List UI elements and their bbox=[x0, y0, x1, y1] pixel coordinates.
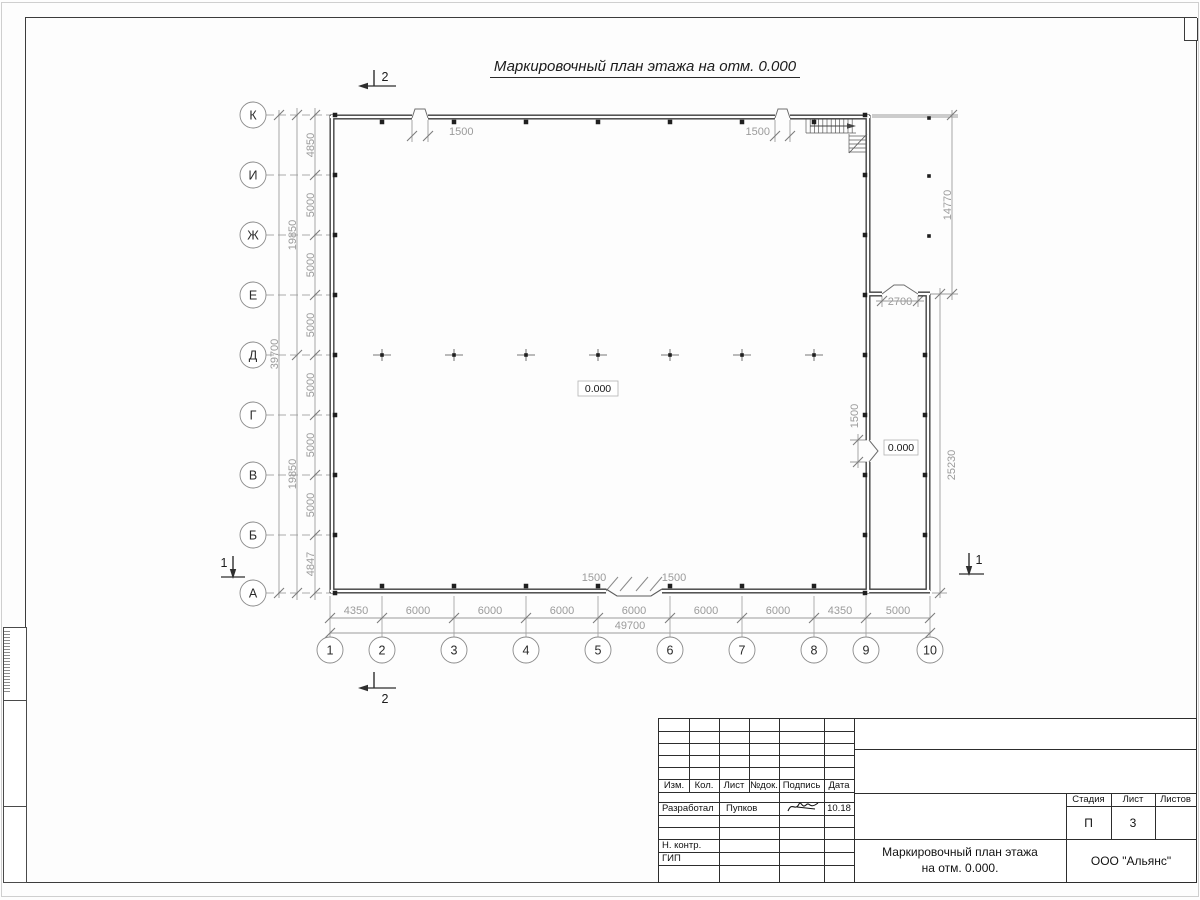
column bbox=[923, 353, 928, 358]
dimension-label: 6000 bbox=[765, 605, 791, 617]
column bbox=[524, 120, 529, 125]
column bbox=[333, 113, 338, 118]
titleblock-stage-value: П bbox=[1084, 815, 1093, 830]
titleblock-col-data: Дата bbox=[828, 780, 850, 791]
column bbox=[524, 584, 529, 589]
column bbox=[863, 413, 868, 418]
column bbox=[333, 473, 338, 478]
column bbox=[863, 113, 868, 118]
dimension-label: 25230 bbox=[946, 449, 958, 481]
column bbox=[863, 173, 868, 178]
column bbox=[740, 353, 744, 357]
dimension-label: 1500 bbox=[581, 572, 607, 584]
section-arrow bbox=[358, 83, 368, 89]
signature bbox=[785, 798, 821, 816]
axis-number: 4 bbox=[522, 643, 530, 658]
dimension-label: 1500 bbox=[449, 126, 474, 138]
title-block bbox=[658, 718, 1197, 883]
column bbox=[596, 120, 601, 125]
axis-letter: Ж bbox=[247, 228, 259, 243]
titleblock-col-kol: Кол. bbox=[694, 780, 714, 791]
dimension-label: 4350 bbox=[343, 605, 369, 617]
dimension-label: 6000 bbox=[405, 605, 431, 617]
axis-number: 5 bbox=[594, 643, 602, 658]
drawing-title: Маркировочный план этажа на отм. 0.000 bbox=[460, 58, 830, 75]
column bbox=[596, 353, 600, 357]
column bbox=[863, 353, 868, 358]
column bbox=[380, 584, 385, 589]
dimension-label: 5000 bbox=[305, 312, 317, 338]
column bbox=[333, 233, 338, 238]
dimension-label: 19850 bbox=[287, 458, 299, 490]
column bbox=[812, 353, 816, 357]
column bbox=[333, 413, 338, 418]
axis-letter: И bbox=[248, 168, 258, 183]
axis-number: 9 bbox=[862, 643, 870, 658]
column bbox=[927, 116, 931, 120]
titleblock-col-podpis: Подпись bbox=[782, 780, 821, 791]
column bbox=[380, 353, 384, 357]
column bbox=[923, 533, 928, 538]
dimension-label: 6000 bbox=[621, 605, 647, 617]
column bbox=[923, 413, 928, 418]
stair-arrow bbox=[847, 123, 856, 129]
section-label: 2 bbox=[381, 692, 389, 706]
door-symbol bbox=[412, 109, 428, 118]
dimension-label: 19850 bbox=[287, 219, 299, 251]
elevation-value: 0.000 bbox=[887, 442, 915, 454]
column bbox=[333, 591, 338, 596]
section-arrow bbox=[358, 685, 368, 691]
axis-letter: Е bbox=[248, 288, 258, 303]
column bbox=[740, 120, 745, 125]
axis-letter: К bbox=[249, 108, 257, 123]
titleblock-developed-name: Пупков bbox=[726, 803, 758, 814]
axis-number: 10 bbox=[923, 643, 937, 658]
titleblock-col-ndok: №док. bbox=[750, 780, 778, 791]
column bbox=[927, 174, 931, 178]
column bbox=[380, 120, 385, 125]
dimension-label: 6000 bbox=[477, 605, 503, 617]
column bbox=[524, 353, 528, 357]
column bbox=[452, 120, 457, 125]
dimension-label: 2700 bbox=[887, 296, 913, 308]
dimension-label: 5000 bbox=[305, 252, 317, 278]
column bbox=[333, 353, 338, 358]
column bbox=[740, 584, 745, 589]
axis-number: 7 bbox=[738, 643, 746, 658]
column bbox=[812, 584, 817, 589]
section-label: 1 bbox=[975, 553, 983, 567]
titleblock-company: ООО "Альянс" bbox=[1090, 853, 1172, 868]
dimension-label: 6000 bbox=[549, 605, 575, 617]
dimension-label: 4350 bbox=[827, 605, 853, 617]
dimension-label: 4847 bbox=[305, 551, 317, 577]
titleblock-doc-title: Маркировочный план этажа на отм. 0.000. bbox=[882, 844, 1038, 875]
titleblock-sheets-label: Листов bbox=[1160, 794, 1191, 805]
titleblock-sheet-label: Лист bbox=[1122, 794, 1144, 805]
dimension-label: 5000 bbox=[305, 492, 317, 518]
axis-letter: Б bbox=[248, 528, 258, 543]
dimension-label: 5000 bbox=[305, 432, 317, 458]
door-symbol bbox=[869, 440, 878, 462]
titleblock-date: 10.18 bbox=[827, 803, 851, 814]
axis-number: 8 bbox=[810, 643, 818, 658]
column bbox=[927, 234, 931, 238]
column bbox=[333, 533, 338, 538]
dimension-label: 49700 bbox=[614, 620, 646, 632]
titleblock-col-list: Лист bbox=[723, 780, 745, 791]
titleblock-stage-label: Стадия bbox=[1072, 794, 1105, 805]
titleblock-col-izm: Изм. bbox=[663, 780, 685, 791]
titleblock-sheet-value: 3 bbox=[1129, 815, 1137, 830]
column bbox=[333, 293, 338, 298]
dimension-label: 1500 bbox=[849, 403, 861, 429]
column bbox=[863, 533, 868, 538]
column bbox=[452, 353, 456, 357]
dimension-label: 14770 bbox=[942, 189, 954, 221]
column bbox=[863, 473, 868, 478]
column bbox=[923, 473, 928, 478]
column bbox=[812, 120, 817, 125]
section-label: 2 bbox=[381, 70, 389, 84]
axis-letter: А bbox=[248, 586, 258, 601]
titleblock-gip: ГИП bbox=[662, 853, 681, 864]
dimension-label: 5000 bbox=[885, 605, 911, 617]
titleblock-ncontr: Н. контр. bbox=[662, 840, 702, 851]
column bbox=[596, 584, 601, 589]
axis-number: 2 bbox=[378, 643, 386, 658]
axis-number: 6 bbox=[666, 643, 674, 658]
dimension-label: 1500 bbox=[661, 572, 687, 584]
column bbox=[452, 584, 457, 589]
door-symbol bbox=[775, 109, 790, 118]
dimension-label: 5000 bbox=[305, 372, 317, 398]
axis-number: 3 bbox=[450, 643, 458, 658]
axis-letter: Д bbox=[248, 348, 258, 363]
column bbox=[863, 233, 868, 238]
axis-letter: Г bbox=[249, 408, 257, 423]
titleblock-developed-label: Разработал bbox=[662, 803, 714, 814]
column bbox=[668, 353, 672, 357]
section-label: 1 bbox=[220, 556, 228, 570]
axis-number: 1 bbox=[326, 643, 334, 658]
elevation-value: 0.000 bbox=[584, 383, 612, 395]
column bbox=[668, 584, 673, 589]
column bbox=[668, 120, 673, 125]
dimension-label: 6000 bbox=[693, 605, 719, 617]
dimension-label: 5000 bbox=[305, 192, 317, 218]
column bbox=[863, 591, 868, 596]
door-symbol bbox=[882, 285, 918, 294]
dimension-label: 39700 bbox=[269, 338, 281, 370]
axis-letter: В bbox=[248, 468, 258, 483]
dimension-label: 1500 bbox=[745, 126, 770, 138]
column bbox=[863, 293, 868, 298]
dimension-label: 4850 bbox=[305, 132, 317, 158]
column bbox=[333, 173, 338, 178]
